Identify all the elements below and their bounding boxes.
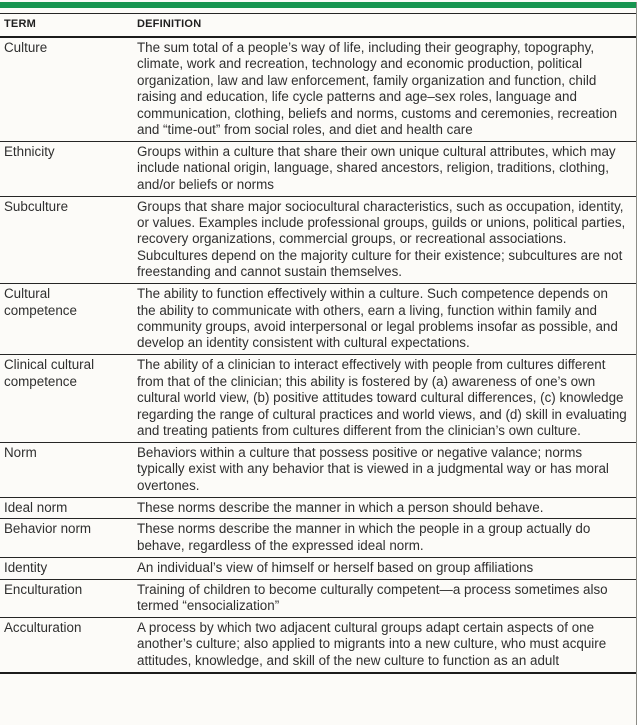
table-row-subculture xyxy=(0,197,637,285)
definition-cell: Groups within a culture that share their own unique cultural attributes, which may include national origin, language, shared ancestors, religion, traditions, clothing, and/or beliefs or norms xyxy=(137,143,616,192)
term-cell: Ideal norm xyxy=(4,499,68,515)
table-row-identity xyxy=(0,558,637,580)
table-row-culture xyxy=(0,38,637,142)
table-row-ideal-norm xyxy=(0,498,637,520)
table-row-ethnicity xyxy=(0,142,637,197)
column-header-definition: DEFINITION xyxy=(137,18,202,30)
definition-cell: The ability of a clinician to interact effectively with people from cultures different from that of the clinician; this ability is fostered by (a) awareness of one’s own cultural world view, (b) positive attitudes toward cultural differences, (c) knowledge regarding the range of cultural practices and world views, and (d) skill in evaluating and treating patients from cultures different from the clinician’s own culture. xyxy=(137,357,627,438)
definition-cell: These norms describe the manner in which a person should behave. xyxy=(137,499,544,515)
definition-cell: A process by which two adjacent cultural groups adapt certain aspects of one another’s culture; also applied to migrants into a new culture, who must acquire attitudes, knowledge, and skill of the new culture to function as an adult xyxy=(137,620,607,668)
term-cell: Identity xyxy=(4,559,48,575)
definition-cell: The ability to function effectively within a culture. Such competence depends on the ability to communicate with others, earn a living, function within family and community groups, avoid interpersonal or legal problems insofar as possible, and develop an identity consistent with cultural expectations. xyxy=(137,286,618,351)
table-header-row xyxy=(0,14,637,38)
table-row-norm xyxy=(0,443,637,498)
term-cell: Cultural competence xyxy=(4,286,77,318)
term-cell: Enculturation xyxy=(4,581,83,597)
term-cell: Subculture xyxy=(4,198,69,214)
column-header-term: TERM xyxy=(4,18,36,30)
term-cell: Norm xyxy=(4,444,37,460)
table-accent-bar xyxy=(0,2,637,8)
term-cell: Behavior norm xyxy=(4,521,92,537)
definition-cell: Groups that share major sociocultural characteristics, such as occupation, identity, or values. Examples include professional groups, guilds or unions, political parties, recovery organizations, commercial groups, or recreational associations. Subcultures depend on the majority culture for their existence; subcultures are not freestanding and cannot sustain themselves. xyxy=(137,198,626,280)
table-row-cultural-competence xyxy=(0,284,637,355)
table-row-acculturation xyxy=(0,618,637,674)
term-cell: Clinical cultural competence xyxy=(4,357,95,389)
definition-cell: Behaviors within a culture that possess positive or negative valance; norms typically exist with any behavior that is viewed in a judgmental way or has moral overtones. xyxy=(137,444,609,493)
definition-cell: Training of children to become culturally competent—a process sometimes also termed “ensocialization” xyxy=(137,581,608,614)
table-row-clinical-cultural-competence xyxy=(0,355,637,443)
term-cell: Ethnicity xyxy=(4,143,55,159)
table-row-enculturation xyxy=(0,580,637,618)
term-cell: Culture xyxy=(4,40,48,55)
definitions-table xyxy=(0,13,637,674)
definition-cell: These norms describe the manner in which the people in a group actually do behave, regardless of the expressed ideal norm. xyxy=(137,521,591,553)
table-row-behavior-norm xyxy=(0,519,637,557)
definition-cell: An individual’s view of himself or herself based on group affiliations xyxy=(137,559,534,575)
definition-cell: The sum total of a people’s way of life, including their geography, topography, climate, work and recreation, technology and economic production, political organization, law and law enforcement, family organization and function, child raising and education, life cycle patterns and age–sex roles, language and communication, clothing, beliefs and norms, customs and ceremonies, recreation and “time-out” from social roles, and diet and health care xyxy=(137,40,618,138)
term-cell: Acculturation xyxy=(4,620,82,635)
